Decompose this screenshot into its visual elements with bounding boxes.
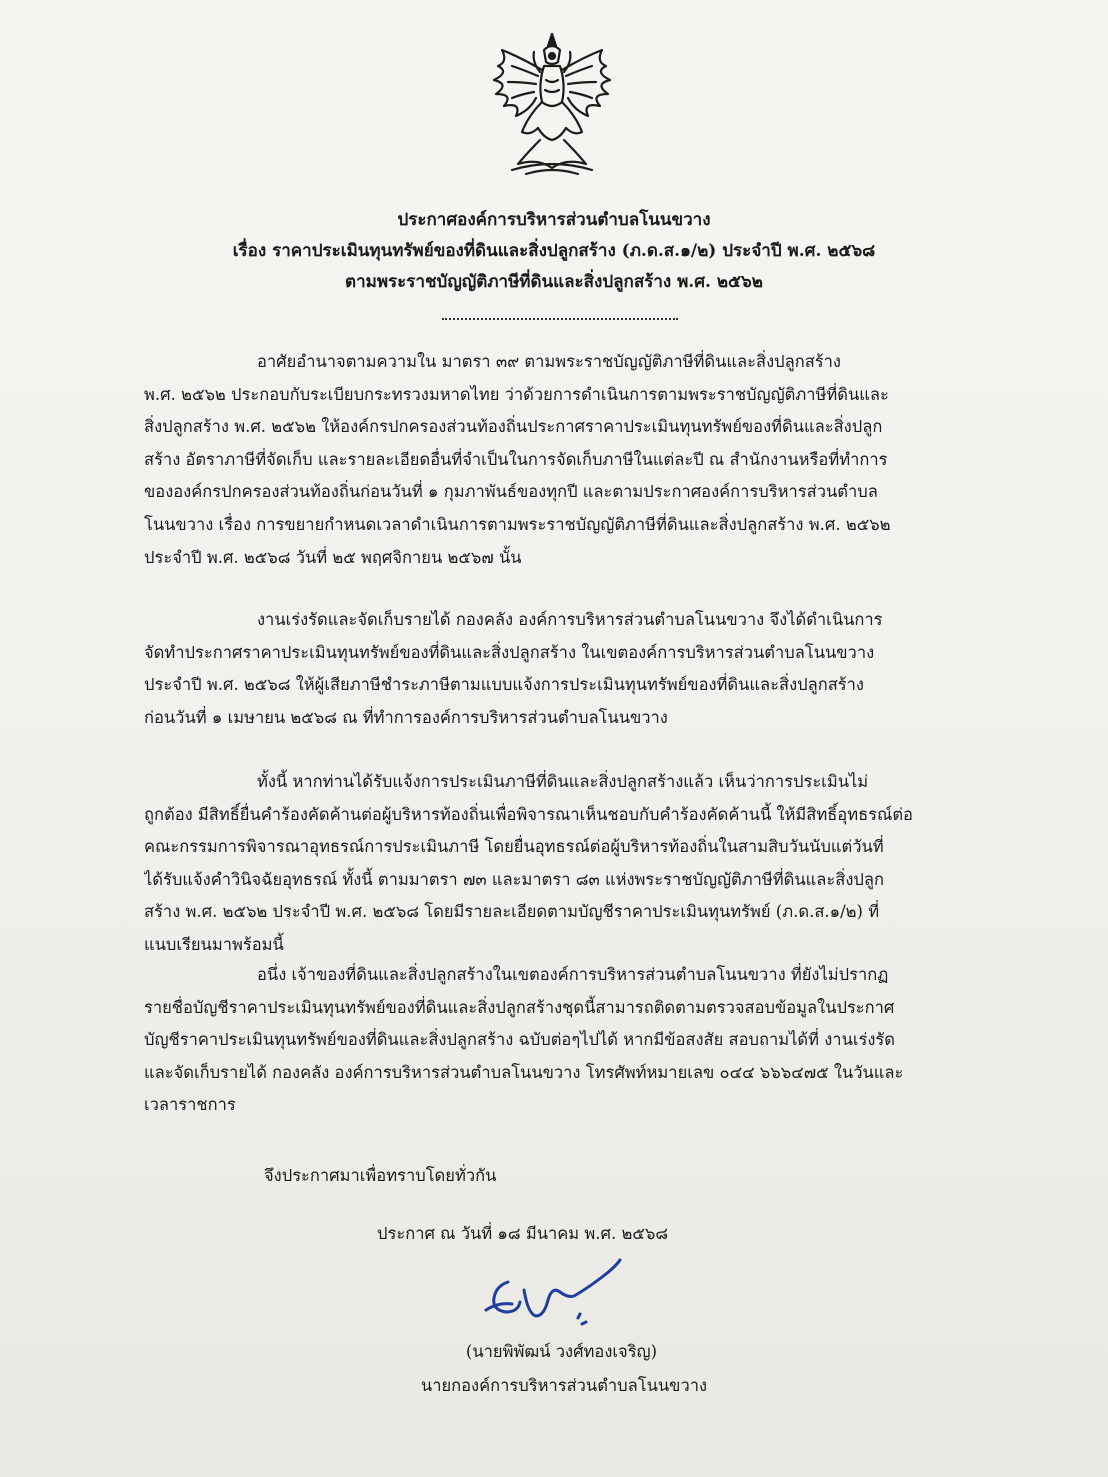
announcement-header [0, 205, 1108, 298]
announcement-act-reference: ตามพระราชบัญญัติภาษีที่ดินและสิ่งปลูกสร้าง พ.ศ. ๒๕๖๒ [345, 272, 763, 292]
paragraph-line: ประจำปี พ.ศ. ๒๕๖๘ ให้ผู้เสียภาษีชำระภาษีตามแบบแจ้งการประเมินทุนทรัพย์ของที่ดินและสิ่งปลูกสร้าง [144, 675, 864, 695]
paragraph-line: สร้าง อัตราภาษีที่จัดเก็บ และรายละเอียดอื่นที่จำเป็นในการจัดเก็บภาษีในแต่ละปี ณ สำนักงานหรือที่ทำการ [144, 449, 888, 469]
paragraph-line: จัดทำประกาศราคาประเมินทุนทรัพย์ของที่ดินและสิ่งปลูกสร้าง ในเขตองค์การบริหารส่วนตำบลโนนขวาง [144, 642, 875, 662]
closing-statement: จึงประกาศมาเพื่อทราบโดยทั่วกัน [264, 1166, 497, 1185]
paragraph-line: สิ่งปลูกสร้าง พ.ศ. ๒๕๖๒ ให้องค์กรปกครองส่วนท้องถิ่นประกาศราคาประเมินทุนทรัพย์ของที่ดินและสิ่งปลูก [144, 417, 883, 437]
paragraph-contact [144, 959, 903, 1122]
signer-name: (นายพิพัฒน์ วงศ์ทองเจริญ) [465, 1342, 658, 1361]
paragraph-line: ประจำปี พ.ศ. ๒๕๖๘ วันที่ ๒๕ พฤศจิกายน ๒๕๖๗ นั้น [144, 547, 522, 567]
paragraph-line: ขององค์กรปกครองส่วนท้องถิ่นก่อนวันที่ ๑ กุมภาพันธ์ของทุกปี และตามประกาศองค์การบริหารส่วนตำบล [144, 482, 878, 502]
paragraph-line: และจัดเก็บรายได้ กองคลัง องค์การบริหารส่วนตำบลโนนขวาง โทรศัพท์หมายเลข ๐๔๔ ๖๖๖๔๗๕ ในวันและ [144, 1062, 904, 1082]
handwritten-signature-icon [478, 1252, 648, 1332]
announcement-title: ประกาศองค์การบริหารส่วนตำบลโนนขวาง [397, 210, 711, 230]
paragraph-authority [144, 346, 891, 574]
paragraph-line: เวลาราชการ [144, 1095, 236, 1115]
paragraph-line: โนนขวาง เรื่อง การขยายกำหนดเวลาดำเนินการตามพระราชบัญญัติภาษีที่ดินและสิ่งปลูกสร้าง พ.ศ. ๒๕๖๒ [144, 514, 891, 534]
announcement-date: ประกาศ ณ วันที่ ๑๘ มีนาคม พ.ศ. ๒๕๖๘ [377, 1224, 669, 1243]
paragraph-line: คณะกรรมการพิจารณาอุทธรณ์การประเมินภาษี โดยยื่นอุทธรณ์ต่อผู้บริหารท้องถิ่นในสามสิบวันนับแต่วันที่ [144, 837, 884, 857]
signer-position: นายกองค์การบริหารส่วนตำบลโนนขวาง [420, 1376, 708, 1395]
paragraph-collection [144, 604, 883, 734]
paragraph-line: อนึ่ง เจ้าของที่ดินและสิ่งปลูกสร้างในเขตองค์การบริหารส่วนตำบลโนนขวาง ที่ยังไม่ปรากฏ [257, 965, 889, 984]
paragraph-line: ถูกต้อง มีสิทธิ์ยื่นคำร้องคัดค้านต่อผู้บริหารท้องถิ่นเพื่อพิจารณาเห็นชอบกับคำร้องคัดค้านนี้ ให้มีสิทธิ์อุทธรณ์ต่อ [144, 804, 913, 824]
announcement-subject: เรื่อง ราคาประเมินทุนทรัพย์ของที่ดินและสิ่งปลูกสร้าง (ภ.ด.ส.๑/๒) ประจำปี พ.ศ. ๒๕๖๘ [232, 241, 876, 261]
paragraph-line: ทั้งนี้ หากท่านได้รับแจ้งการประเมินภาษีที่ดินและสิ่งปลูกสร้างแล้ว เห็นว่าการประเมินไม่ [257, 772, 869, 791]
signer-block [0, 1335, 1108, 1403]
paragraph-line: แนบเรียนมาพร้อมนี้ [144, 934, 284, 954]
paragraph-line: สร้าง พ.ศ. ๒๕๖๒ ประจำปี พ.ศ. ๒๕๖๘ โดยมีรายละเอียดตามบัญชีราคาประเมินทุนทรัพย์ (ภ.ด.ส.๑/๒) ที่ [144, 902, 880, 922]
dotted-divider [442, 318, 678, 320]
garuda-emblem-icon [482, 28, 622, 178]
paragraph-line: อาศัยอำนาจตามความใน มาตรา ๓๙ ตามพระราชบัญญัติภาษีที่ดินและสิ่งปลูกสร้าง [257, 352, 841, 371]
paragraph-line: บัญชีราคาประเมินทุนทรัพย์ของที่ดินและสิ่งปลูกสร้าง ฉบับต่อๆไปได้ หากมีข้อสงสัย สอบถามได้ที่ งานเร่งรัด [144, 1030, 895, 1050]
paragraph-line: งานเร่งรัดและจัดเก็บรายได้ กองคลัง องค์การบริหารส่วนตำบลโนนขวาง จึงได้ดำเนินการ [257, 610, 883, 629]
paragraph-line: รายชื่อบัญชีราคาประเมินทุนทรัพย์ของที่ดินและสิ่งปลูกสร้างชุดนี้สามารถติดตามตรวจสอบข้อมูลในประกาศ [144, 997, 895, 1017]
paragraph-line: พ.ศ. ๒๕๖๒ ประกอบกับระเบียบกระทรวงมหาดไทย ว่าด้วยการดำเนินการตามพระราชบัญญัติภาษีที่ดินและ [144, 384, 889, 404]
paragraph-line: ได้รับแจ้งคำวินิจฉัยอุทธรณ์ ทั้งนี้ ตามมาตรา ๗๓ และมาตรา ๘๓ แห่งพระราชบัญญัติภาษีที่ดินและสิ่งปลูก [144, 869, 884, 889]
paragraph-appeal [144, 766, 913, 962]
paragraph-line: ก่อนวันที่ ๑ เมษายน ๒๕๖๘ ณ ที่ทำการองค์การบริหารส่วนตำบลโนนขวาง [144, 707, 668, 727]
